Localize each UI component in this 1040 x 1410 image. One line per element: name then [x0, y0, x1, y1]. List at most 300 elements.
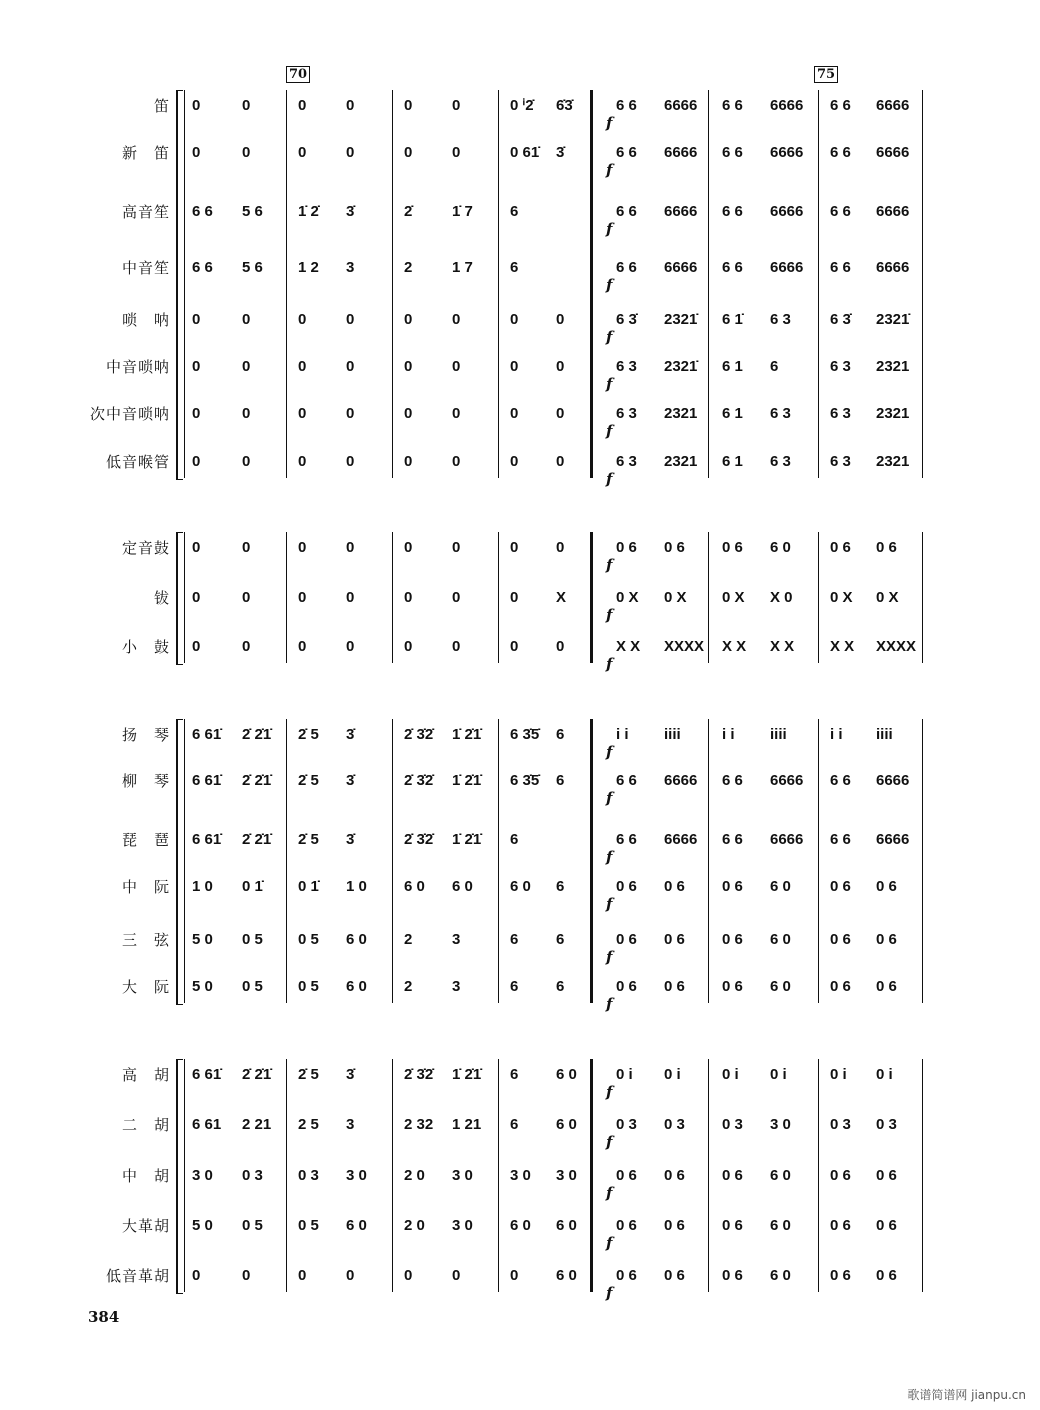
- note-cell: 6 3: [830, 453, 851, 470]
- note-cell: 0 3: [722, 1116, 743, 1133]
- note-cell: 0 i: [770, 1066, 787, 1083]
- instrument-label: 低音革胡: [105, 1267, 170, 1285]
- note-cell: 6 3: [830, 405, 851, 422]
- barline: [922, 719, 923, 1003]
- note-cell: 0: [556, 539, 565, 556]
- note-cell: 2: [404, 978, 413, 995]
- note-cell: 0 X: [876, 589, 899, 606]
- note-cell: 0 6: [876, 539, 897, 556]
- note-cell: 1 0: [192, 878, 213, 895]
- note-cell: 6 0: [770, 1267, 791, 1284]
- note-cell: 0: [452, 453, 461, 470]
- dynamic-marking: f: [606, 743, 613, 761]
- barline: [590, 532, 593, 663]
- note-cell: 2̇ 2̇1̇: [242, 726, 272, 743]
- note-cell: 0 6: [616, 978, 637, 995]
- barline: [818, 1059, 819, 1292]
- note-cell: 3 0: [452, 1217, 473, 1234]
- note-cell: 1 7: [452, 259, 473, 276]
- note-cell: 0 5: [242, 978, 263, 995]
- note-cell: 0 6: [876, 1167, 897, 1184]
- note-cell: 6 6: [830, 203, 851, 220]
- note-cell: 0: [298, 638, 307, 655]
- instrument-label: 低音喉管: [105, 453, 170, 471]
- note-cell: 3 0: [556, 1167, 577, 1184]
- note-cell: XXXX: [876, 638, 917, 655]
- dynamic-marking: f: [606, 422, 613, 440]
- note-cell: 6: [510, 203, 519, 220]
- note-cell: 6 3: [770, 453, 791, 470]
- note-cell: 0: [404, 638, 413, 655]
- note-cell: 6 6: [830, 144, 851, 161]
- note-cell: 0: [556, 638, 565, 655]
- note-cell: 6 6: [616, 97, 637, 114]
- note-cell: 2: [404, 931, 413, 948]
- note-cell: 6 0: [770, 931, 791, 948]
- note-cell: 0: [452, 638, 461, 655]
- note-cell: 0 1̇: [242, 878, 263, 895]
- note-cell: 6 61̇: [192, 726, 222, 743]
- note-cell: 0: [452, 405, 461, 422]
- dynamic-marking: f: [606, 606, 613, 624]
- note-cell: 0: [404, 405, 413, 422]
- instrument-label: 琵 琶: [121, 831, 170, 849]
- note-cell: 2̇ 3̇2̇: [404, 772, 434, 789]
- system-line: [184, 1059, 185, 1292]
- note-cell: 0: [242, 358, 251, 375]
- note-cell: 2321̇: [664, 311, 698, 328]
- group-bracket: [176, 1059, 183, 1294]
- note-cell: 0 5: [242, 1217, 263, 1234]
- note-cell: 0: [242, 1267, 251, 1284]
- note-cell: 0: [556, 311, 565, 328]
- note-cell: 6: [510, 978, 519, 995]
- rehearsal-mark-70: 70: [286, 66, 310, 83]
- barline: [818, 719, 819, 1003]
- note-cell: 6666: [876, 259, 910, 276]
- note-cell: 1̇ 2̇1̇: [452, 726, 482, 743]
- note-cell: 6 3̇: [616, 311, 637, 328]
- barline: [286, 90, 287, 478]
- barline: [818, 532, 819, 663]
- note-cell: 2 0: [404, 1167, 425, 1184]
- note-cell: 6 3̇5̇: [510, 772, 540, 789]
- barline: [498, 719, 499, 1003]
- note-cell: 0: [192, 539, 201, 556]
- note-cell: 0: [346, 97, 355, 114]
- barline: [708, 90, 709, 478]
- note-cell: 3̇: [346, 203, 355, 220]
- note-cell: 6 6: [830, 831, 851, 848]
- note-cell: 0 3: [616, 1116, 637, 1133]
- note-cell: X: [556, 589, 567, 606]
- dynamic-marking: f: [606, 1184, 613, 1202]
- note-cell: 0 3: [876, 1116, 897, 1133]
- barline: [392, 90, 393, 478]
- note-cell: 0: [242, 97, 251, 114]
- note-cell: 0: [510, 539, 519, 556]
- note-cell: i i: [616, 726, 629, 743]
- note-cell: 2321: [876, 405, 910, 422]
- instrument-label: 三 弦: [121, 931, 170, 949]
- note-cell: 6 6: [722, 144, 743, 161]
- note-cell: 0 1̇: [298, 878, 319, 895]
- note-cell: 0: [452, 311, 461, 328]
- note-cell: 6 6: [616, 203, 637, 220]
- note-cell: 0 6: [616, 1267, 637, 1284]
- note-cell: 2̇ 2̇1̇: [242, 772, 272, 789]
- note-cell: 0 6: [664, 878, 685, 895]
- dynamic-marking: f: [606, 995, 613, 1013]
- note-cell: 6 0: [404, 878, 425, 895]
- note-cell: 0: [452, 358, 461, 375]
- note-cell: 6 0: [556, 1267, 577, 1284]
- note-cell: 6: [556, 772, 565, 789]
- note-cell: 0 61̇: [510, 144, 540, 161]
- note-cell: 2̇ 5: [298, 772, 319, 789]
- note-cell: 0: [242, 453, 251, 470]
- note-cell: 0 3: [298, 1167, 319, 1184]
- note-cell: 6666: [770, 259, 804, 276]
- note-cell: 0 3: [242, 1167, 263, 1184]
- note-cell: 0: [510, 358, 519, 375]
- note-cell: 6 6: [722, 259, 743, 276]
- note-cell: 0 6: [616, 539, 637, 556]
- instrument-label: 次中音唢呐: [89, 405, 170, 423]
- barline: [498, 90, 499, 478]
- note-cell: 6 0: [770, 978, 791, 995]
- note-cell: 0: [404, 539, 413, 556]
- note-cell: 6 61̇: [192, 831, 222, 848]
- note-cell: 2 0: [404, 1217, 425, 1234]
- note-cell: 0: [346, 358, 355, 375]
- watermark: 歌谱简谱网 jianpu.cn: [907, 1388, 1026, 1402]
- note-cell: 6 0: [556, 1066, 577, 1083]
- note-cell: 0: [346, 1267, 355, 1284]
- note-cell: 0 6: [664, 1167, 685, 1184]
- note-cell: 6 6: [616, 831, 637, 848]
- note-cell: 6 1: [722, 405, 743, 422]
- note-cell: 6666: [664, 97, 698, 114]
- note-cell: 6 3: [616, 405, 637, 422]
- note-cell: 6666: [770, 97, 804, 114]
- note-cell: 0 6: [664, 1267, 685, 1284]
- note-cell: 0 i: [664, 1066, 681, 1083]
- note-cell: 6666: [876, 203, 910, 220]
- note-cell: 0: [510, 1267, 519, 1284]
- note-cell: 2̇ 5: [298, 831, 319, 848]
- note-cell: 0: [192, 358, 201, 375]
- note-cell: 2̇ 3̇2̇: [404, 831, 434, 848]
- note-cell: 6 0: [556, 1217, 577, 1234]
- barline: [590, 90, 593, 478]
- note-cell: 0 6: [722, 539, 743, 556]
- note-cell: 0: [242, 589, 251, 606]
- note-cell: 0 6: [830, 539, 851, 556]
- note-cell: 0: [298, 539, 307, 556]
- note-cell: 0: [404, 358, 413, 375]
- barline: [922, 1059, 923, 1292]
- dynamic-marking: f: [606, 655, 613, 673]
- note-cell: 3: [452, 978, 461, 995]
- note-cell: 0 i: [876, 1066, 893, 1083]
- note-cell: 6666: [664, 259, 698, 276]
- note-cell: 6 3̇5̇: [510, 726, 540, 743]
- note-cell: 0: [192, 97, 201, 114]
- note-cell: 2̇ 2̇1̇: [242, 831, 272, 848]
- note-cell: 6666: [770, 831, 804, 848]
- dynamic-marking: f: [606, 328, 613, 346]
- note-cell: 6 61̇: [192, 1066, 222, 1083]
- note-cell: 0 6: [664, 978, 685, 995]
- group-bracket: [176, 532, 183, 665]
- note-cell: iiii: [876, 726, 893, 743]
- note-cell: 0: [192, 144, 201, 161]
- barline: [922, 532, 923, 663]
- note-cell: 0: [298, 453, 307, 470]
- note-cell: 6 0: [346, 1217, 367, 1234]
- note-cell: 3̇: [346, 831, 355, 848]
- note-cell: 1̇ 2̇1̇: [452, 772, 482, 789]
- note-cell: 0: [452, 589, 461, 606]
- barline: [590, 1059, 593, 1292]
- note-cell: 6: [510, 1066, 519, 1083]
- note-cell: 0 6: [664, 1217, 685, 1234]
- note-cell: 6 3: [616, 358, 637, 375]
- note-cell: 0: [298, 144, 307, 161]
- system-line: [184, 532, 185, 663]
- dynamic-marking: f: [606, 276, 613, 294]
- note-cell: 0: [192, 638, 201, 655]
- note-cell: 2 21: [242, 1116, 272, 1133]
- note-cell: X X: [616, 638, 641, 655]
- note-cell: 6: [510, 931, 519, 948]
- note-cell: X X: [830, 638, 855, 655]
- note-cell: 6̇3̇: [556, 97, 573, 114]
- barline: [392, 719, 393, 1003]
- note-cell: 0 6: [664, 931, 685, 948]
- note-cell: 2̇ 5: [298, 726, 319, 743]
- dynamic-marking: f: [606, 114, 613, 132]
- note-cell: 0: [452, 144, 461, 161]
- instrument-label: 唢 呐: [121, 311, 170, 329]
- note-cell: 0: [404, 1267, 413, 1284]
- note-cell: 3: [452, 931, 461, 948]
- barline: [286, 1059, 287, 1292]
- note-cell: 6 0: [452, 878, 473, 895]
- note-cell: 0: [298, 405, 307, 422]
- barline: [708, 1059, 709, 1292]
- instrument-label: 小 鼓: [121, 638, 170, 656]
- note-cell: 3: [346, 1116, 355, 1133]
- note-cell: 0: [556, 405, 565, 422]
- note-cell: 0: [346, 638, 355, 655]
- barline: [286, 719, 287, 1003]
- instrument-label: 大 阮: [121, 978, 170, 996]
- dynamic-marking: f: [606, 1083, 613, 1101]
- dynamic-marking: f: [606, 948, 613, 966]
- note-cell: 6666: [664, 772, 698, 789]
- instrument-label: 钹: [153, 589, 170, 607]
- barline: [922, 90, 923, 478]
- dynamic-marking: f: [606, 1234, 613, 1252]
- note-cell: 1̇ 7: [452, 203, 473, 220]
- barline: [818, 90, 819, 478]
- dynamic-marking: f: [606, 470, 613, 488]
- note-cell: 0: [298, 1267, 307, 1284]
- note-cell: 0: [192, 1267, 201, 1284]
- note-cell: 0 6: [876, 878, 897, 895]
- note-cell: 6 6: [722, 97, 743, 114]
- note-cell: 6: [510, 1116, 519, 1133]
- note-cell: 6: [556, 978, 565, 995]
- note-cell: 0 6: [876, 1267, 897, 1284]
- note-cell: 0 6: [876, 978, 897, 995]
- note-cell: 0 3: [830, 1116, 851, 1133]
- note-cell: 6 0: [770, 878, 791, 895]
- note-cell: 6: [556, 931, 565, 948]
- dynamic-marking: f: [606, 220, 613, 238]
- note-cell: XXXX: [664, 638, 705, 655]
- note-cell: 0: [192, 405, 201, 422]
- instrument-label: 中 阮: [121, 878, 170, 896]
- page-number: 384: [88, 1308, 120, 1326]
- system-line: [184, 719, 185, 1003]
- note-cell: 2̇ 3̇2̇: [404, 1066, 434, 1083]
- note-cell: 0 5: [242, 931, 263, 948]
- dynamic-marking: f: [606, 848, 613, 866]
- note-cell: 0: [404, 144, 413, 161]
- note-cell: 0 X: [722, 589, 745, 606]
- note-cell: 6 3̇: [830, 311, 851, 328]
- note-cell: 6 0: [770, 1217, 791, 1234]
- instrument-label: 中 胡: [121, 1167, 170, 1185]
- barline: [286, 532, 287, 663]
- note-cell: 1̇ 2̇: [298, 203, 319, 220]
- note-cell: 6666: [770, 144, 804, 161]
- note-cell: 0 6: [830, 878, 851, 895]
- note-cell: 0: [510, 405, 519, 422]
- note-cell: 0 6: [876, 1217, 897, 1234]
- dynamic-marking: f: [606, 375, 613, 393]
- note-cell: 2 32: [404, 1116, 434, 1133]
- note-cell: 2 5: [298, 1116, 319, 1133]
- note-cell: 6: [556, 726, 565, 743]
- note-cell: 0 i: [722, 1066, 739, 1083]
- note-cell: 3: [346, 259, 355, 276]
- note-cell: 0 6: [616, 1167, 637, 1184]
- note-cell: 2321̇: [664, 358, 698, 375]
- note-cell: 0: [192, 311, 201, 328]
- note-cell: 0: [452, 1267, 461, 1284]
- note-cell: 6666: [770, 772, 804, 789]
- instrument-label: 中音笙: [121, 259, 170, 277]
- note-cell: 1̇ 2̇1̇: [452, 831, 482, 848]
- note-cell: 0: [346, 539, 355, 556]
- note-cell: 6666: [770, 203, 804, 220]
- note-cell: 1̇ 2̇1̇: [452, 1066, 482, 1083]
- note-cell: iiii: [664, 726, 681, 743]
- note-cell: 6 6: [616, 259, 637, 276]
- note-cell: 0: [404, 97, 413, 114]
- note-cell: 3̇: [556, 144, 565, 161]
- instrument-label: 中音唢呐: [105, 358, 170, 376]
- note-cell: 0 6: [722, 1217, 743, 1234]
- note-cell: 0: [510, 453, 519, 470]
- note-cell: 6666: [664, 144, 698, 161]
- note-cell: 6 3: [770, 405, 791, 422]
- note-cell: 0: [510, 589, 519, 606]
- note-cell: 0: [192, 453, 201, 470]
- group-bracket: [176, 719, 183, 1005]
- note-cell: 0: [452, 539, 461, 556]
- note-cell: 0: [298, 97, 307, 114]
- system-line: [184, 90, 185, 478]
- note-cell: 6: [770, 358, 779, 375]
- note-cell: 6666: [876, 97, 910, 114]
- note-cell: 0 5: [298, 1217, 319, 1234]
- barline: [708, 719, 709, 1003]
- note-cell: 2321: [876, 358, 910, 375]
- note-cell: 6 0: [556, 1116, 577, 1133]
- note-cell: 6666: [876, 144, 910, 161]
- note-cell: 6666: [664, 831, 698, 848]
- instrument-label: 定音鼓: [121, 539, 170, 557]
- note-cell: 6 1: [722, 358, 743, 375]
- instrument-label: 笛: [153, 97, 170, 115]
- note-cell: 6666: [876, 772, 910, 789]
- note-cell: 0 6: [830, 1167, 851, 1184]
- note-cell: 6 1̇: [722, 311, 743, 328]
- note-cell: 6 6: [616, 144, 637, 161]
- note-cell: 0: [510, 311, 519, 328]
- note-cell: 6: [510, 831, 519, 848]
- note-cell: 0 5: [298, 931, 319, 948]
- note-cell: 2321: [876, 453, 910, 470]
- note-cell: 2: [404, 259, 413, 276]
- barline: [392, 532, 393, 663]
- note-cell: 3̇: [346, 726, 355, 743]
- note-cell: 5 6: [242, 259, 263, 276]
- note-cell: 0 6: [722, 931, 743, 948]
- note-cell: 0 5: [298, 978, 319, 995]
- note-cell: 0: [298, 589, 307, 606]
- note-cell: 0 6: [830, 931, 851, 948]
- barline: [708, 532, 709, 663]
- note-cell: 1 21: [452, 1116, 482, 1133]
- note-cell: 0 6: [722, 878, 743, 895]
- note-cell: 6666: [876, 831, 910, 848]
- note-cell: 0 i: [616, 1066, 633, 1083]
- note-cell: 0: [242, 311, 251, 328]
- barline: [392, 1059, 393, 1292]
- note-cell: 0: [404, 311, 413, 328]
- instrument-label: 扬 琴: [121, 726, 170, 744]
- note-cell: 0 6: [722, 978, 743, 995]
- dynamic-marking: f: [606, 556, 613, 574]
- note-cell: 6666: [664, 203, 698, 220]
- note-cell: 6 3: [616, 453, 637, 470]
- note-cell: 0 6: [722, 1267, 743, 1284]
- note-cell: 2321: [664, 405, 698, 422]
- note-cell: 3 0: [192, 1167, 213, 1184]
- note-cell: X 0: [770, 589, 793, 606]
- instrument-label: 柳 琴: [121, 772, 170, 790]
- note-cell: 6 6: [722, 772, 743, 789]
- note-cell: 0: [346, 453, 355, 470]
- note-cell: 6 6: [830, 259, 851, 276]
- note-cell: 2̇ 5: [298, 1066, 319, 1083]
